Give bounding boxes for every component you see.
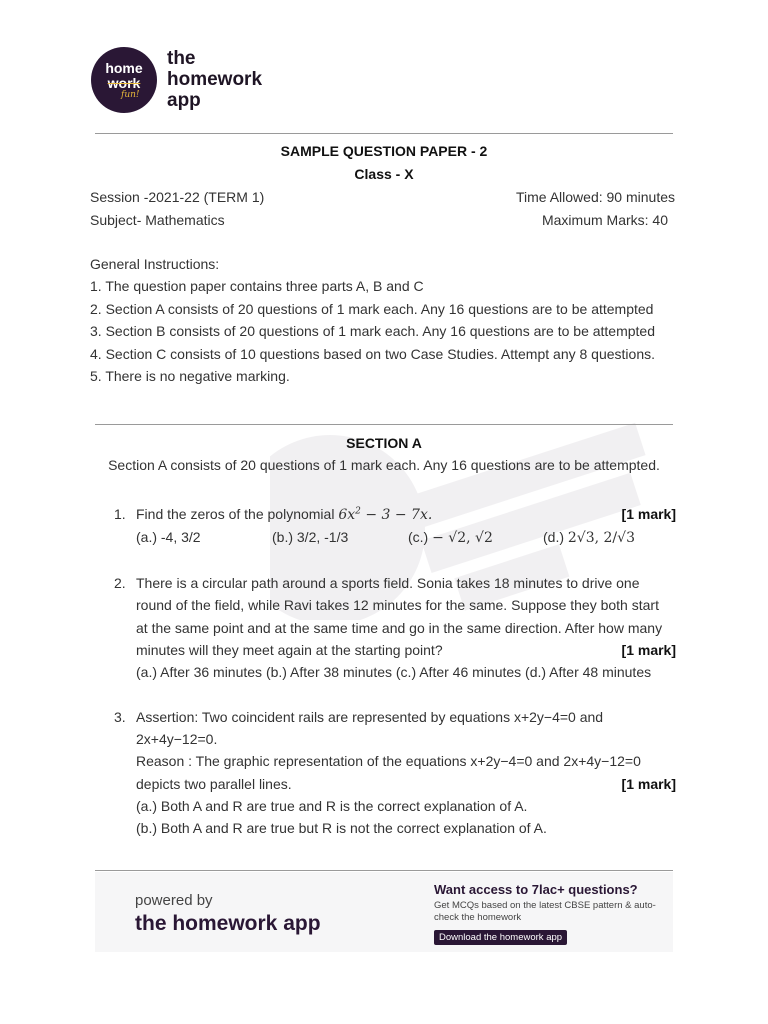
session: Session -2021-22 (TERM 1)	[90, 189, 265, 205]
question-1-option-a: (a.) -4, 3/2	[136, 529, 201, 545]
question-number: 3.	[114, 709, 126, 725]
brand-name	[167, 48, 262, 111]
question-3-option-b: (b.) Both A and R are true but R is not the correct explanation of A.	[136, 820, 547, 836]
question-1-marks: [1 mark]	[621, 506, 676, 522]
header-divider	[95, 133, 673, 134]
footer-divider	[95, 870, 673, 871]
question-number: 1.	[114, 506, 126, 522]
question-1-option-c	[408, 529, 493, 546]
question-2-line: There is a circular path around a sports field. Sonia takes 18 minutes to drive one	[136, 575, 640, 591]
option-c-label: (c.)	[408, 529, 429, 545]
download-app-button[interactable]: Download the homework app	[434, 930, 567, 945]
logo-line3: fun!	[121, 90, 140, 100]
subject: Subject- Mathematics	[90, 212, 225, 228]
instruction-item: 1. The question paper contains three parts A, B and C	[90, 278, 424, 294]
instructions-heading: General Instructions:	[90, 256, 220, 272]
time-allowed: Time Allowed: 90 minutes	[516, 189, 675, 205]
question-2-options: (a.) After 36 minutes (b.) After 38 minutes (c.) After 46 minutes (d.) After 48 minutes	[136, 664, 652, 680]
section-divider	[95, 424, 673, 425]
question-1-option-b: (b.) 3/2, -1/3	[272, 529, 349, 545]
powered-by: powered by	[135, 892, 213, 909]
brand-line2: homework	[167, 69, 263, 90]
cta-body: Get MCQs based on the latest CBSE pattern & auto-check the homework	[434, 900, 656, 923]
cta-heading: Want access to 7lac+ questions?	[434, 882, 638, 897]
instruction-item: 3. Section B consists of 20 questions of 1 mark each. Any 16 questions are to be attempted	[90, 323, 656, 339]
question-2-marks: [1 mark]	[621, 642, 676, 658]
question-3-line: Reason : The graphic representation of the equations x+2y−4=0 and 2x+4y−12=0	[136, 753, 641, 769]
question-1-prompt: Find the zeros of the polynomial	[136, 506, 335, 522]
footer-banner	[95, 872, 673, 952]
section-title: SECTION A	[346, 435, 422, 451]
class-label: Class - X	[354, 166, 414, 182]
instruction-item: 2. Section A consists of 20 questions of 1 mark each. Any 16 questions are to be attempted	[90, 301, 654, 317]
brand-line1: the	[167, 48, 196, 69]
question-1-option-d	[543, 529, 635, 546]
option-d-value: 2√3, 2/√3	[567, 530, 635, 546]
brand-line3: app	[167, 90, 201, 111]
logo	[91, 47, 157, 113]
polynomial-expression: $6x^2 - 3 - 7x$.	[338, 506, 433, 523]
footer-brand: the homework app	[135, 912, 321, 935]
instruction-item: 5. There is no negative marking.	[90, 368, 290, 384]
question-1-text	[136, 506, 432, 523]
question-2-line: minutes will they meet again at the starting point?	[136, 642, 443, 658]
paper-title: SAMPLE QUESTION PAPER - 2	[280, 143, 488, 159]
question-3-line: 2x+4y−12=0.	[136, 731, 218, 747]
option-c-value: − √2, √2	[432, 530, 493, 546]
logo-line1: home	[105, 60, 143, 76]
max-marks: Maximum Marks: 40	[541, 212, 668, 228]
question-3-line: Assertion: Two coincident rails are represented by equations x+2y−4=0 and	[136, 709, 604, 725]
option-d-label: (d.)	[543, 529, 564, 545]
instruction-item: 4. Section C consists of 10 questions based on two Case Studies. Attempt any 8 questions.	[90, 346, 655, 362]
question-3-line: depicts two parallel lines.	[136, 776, 292, 792]
question-2-line: at the same point and at the same time and go in the same direction. After how many	[136, 620, 663, 636]
question-3-option-a: (a.) Both A and R are true and R is the correct explanation of A.	[136, 798, 528, 814]
question-2-line: round of the field, while Ravi takes 12 minutes for the same. Suppose they both start	[136, 597, 659, 613]
logo-line2: work	[107, 75, 141, 91]
question-3-marks: [1 mark]	[621, 776, 676, 792]
section-subtitle: Section A consists of 20 questions of 1 mark each. Any 16 questions are to be attempted.	[108, 457, 660, 473]
question-number: 2.	[114, 575, 126, 591]
